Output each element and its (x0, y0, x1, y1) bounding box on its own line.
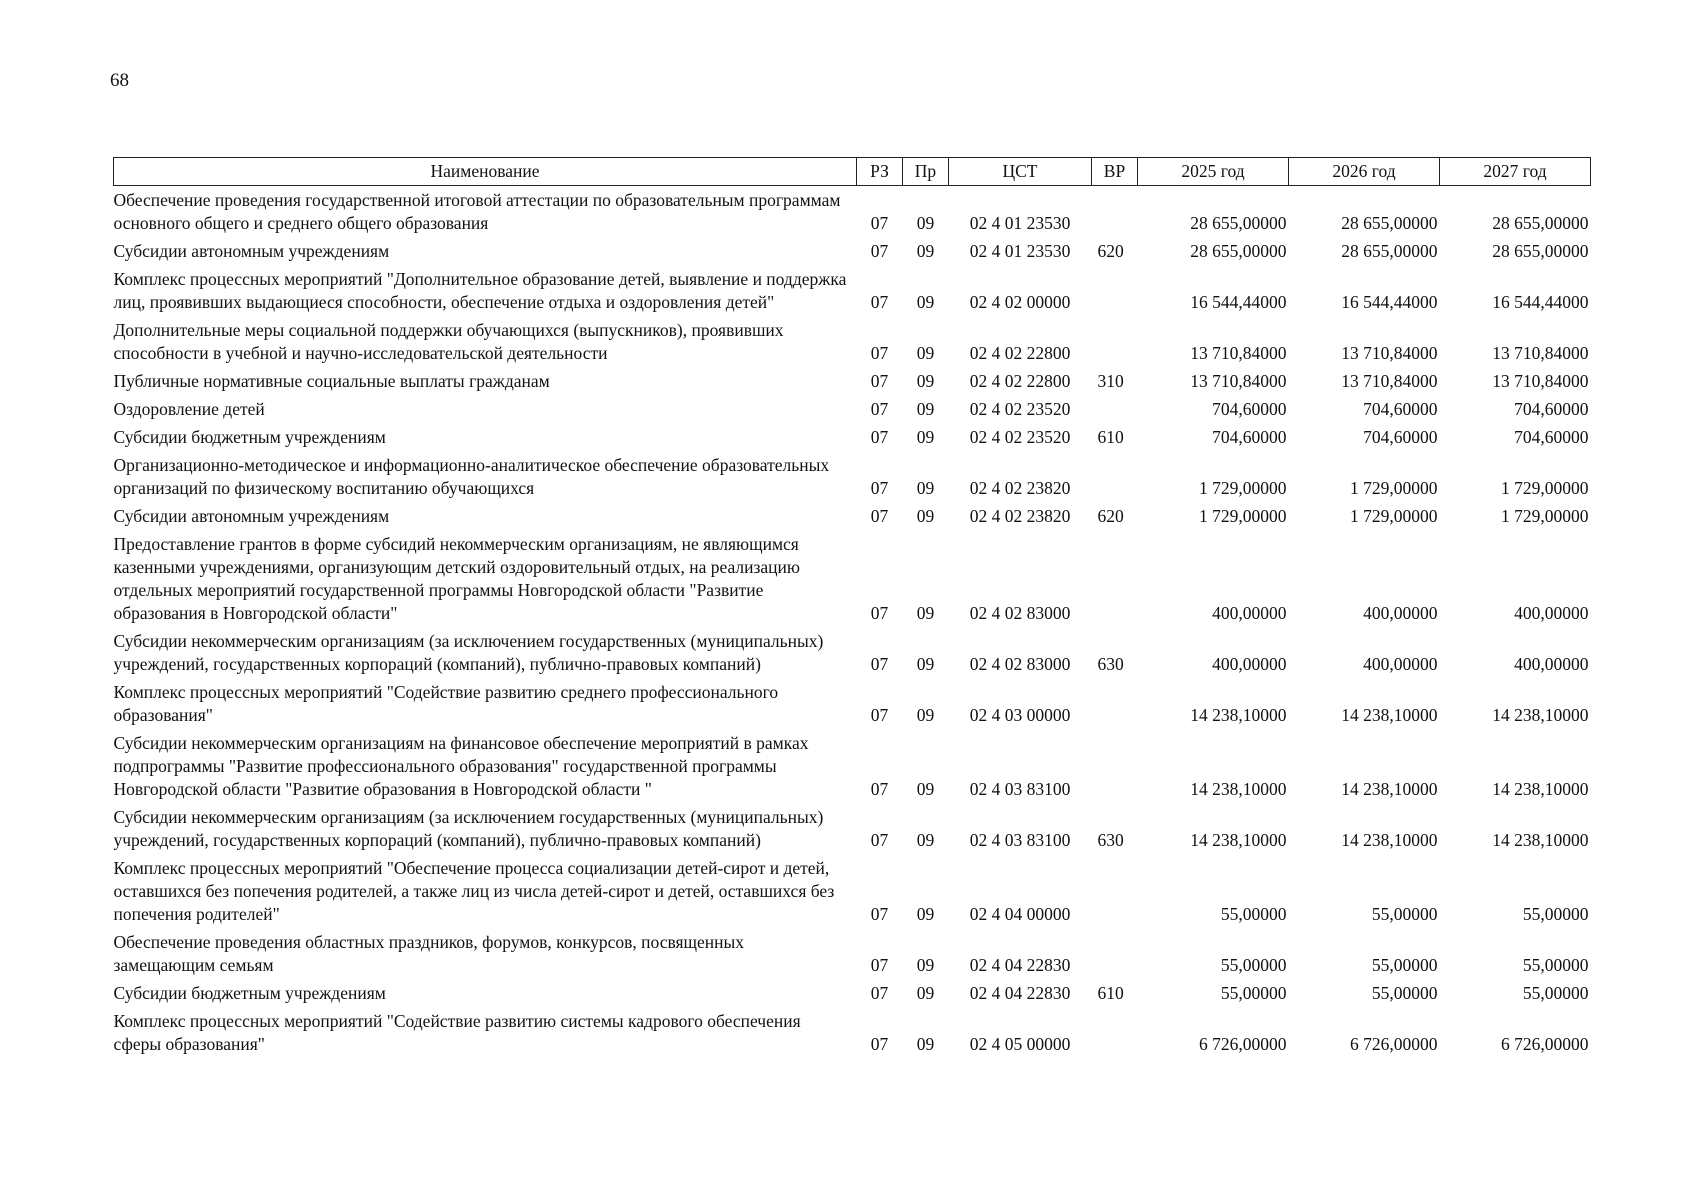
row-pr: 09 (916, 904, 935, 924)
row-amount-2026: 704,60000 (1363, 399, 1438, 419)
header-cst: ЦСТ (949, 158, 1092, 186)
row-amount-2025: 28 655,00000 (1190, 213, 1287, 233)
row-rz: 07 (870, 343, 889, 363)
row-name: Обеспечение проведения государственной итоговой аттестации по образовательным программам основного общего и среднего общего образования (113, 190, 841, 233)
row-cst: 02 4 04 22830 (969, 983, 1071, 1003)
table-row (114, 678, 1591, 729)
row-rz: 07 (870, 1034, 889, 1054)
row-rz: 07 (870, 983, 889, 1003)
row-amount-2027: 13 710,84000 (1492, 343, 1589, 363)
row-pr: 09 (916, 427, 935, 447)
row-name: Субсидии бюджетным учреждениям (113, 983, 386, 1003)
row-amount-2027: 55,00000 (1522, 904, 1589, 924)
row-pr: 09 (916, 292, 935, 312)
row-amount-2027: 28 655,00000 (1492, 213, 1589, 233)
row-pr: 09 (916, 654, 935, 674)
row-vr (1092, 1007, 1138, 1058)
row-cst: 02 4 02 23820 (969, 506, 1071, 526)
row-cst: 02 4 04 22830 (969, 955, 1071, 975)
row-pr: 09 (916, 478, 935, 498)
row-amount-2025: 55,00000 (1220, 904, 1287, 924)
row-cst: 02 4 04 00000 (969, 904, 1071, 924)
row-amount-2025: 1 729,00000 (1199, 506, 1287, 526)
row-pr: 09 (916, 955, 935, 975)
row-amount-2027: 14 238,10000 (1492, 779, 1589, 799)
row-vr: 620 (1097, 241, 1124, 261)
table-row (114, 316, 1591, 367)
row-pr: 09 (916, 830, 935, 850)
row-amount-2025: 13 710,84000 (1190, 343, 1287, 363)
row-amount-2025: 14 238,10000 (1190, 779, 1287, 799)
row-amount-2026: 13 710,84000 (1341, 371, 1438, 391)
row-amount-2026: 28 655,00000 (1341, 241, 1438, 261)
row-amount-2026: 1 729,00000 (1350, 506, 1438, 526)
row-amount-2026: 14 238,10000 (1341, 779, 1438, 799)
row-name: Комплекс процессных мероприятий "Дополнительное образование детей, выявление и поддержка лиц, проявивших выдающиеся способности, обеспечение отдыха и оздоровления детей" (113, 269, 847, 312)
row-amount-2026: 16 544,44000 (1341, 292, 1438, 312)
row-cst: 02 4 02 23520 (969, 427, 1071, 447)
table-row (114, 627, 1591, 678)
row-amount-2025: 13 710,84000 (1190, 371, 1287, 391)
row-amount-2027: 1 729,00000 (1501, 506, 1589, 526)
row-amount-2027: 704,60000 (1514, 399, 1589, 419)
table-header-row (114, 158, 1591, 186)
header-2026: 2026 год (1289, 158, 1440, 186)
row-name: Субсидии автономным учреждениям (113, 241, 390, 261)
row-amount-2025: 55,00000 (1220, 955, 1287, 975)
row-amount-2025: 55,00000 (1220, 983, 1287, 1003)
row-amount-2027: 13 710,84000 (1492, 371, 1589, 391)
page-number: 68 (110, 70, 129, 91)
table-row (114, 395, 1591, 423)
row-amount-2026: 1 729,00000 (1350, 478, 1438, 498)
row-amount-2026: 55,00000 (1371, 904, 1438, 924)
row-vr: 630 (1097, 654, 1124, 674)
table-row (114, 854, 1591, 928)
row-cst: 02 4 05 00000 (969, 1034, 1071, 1054)
row-amount-2026: 55,00000 (1371, 983, 1438, 1003)
row-name: Субсидии бюджетным учреждениям (113, 427, 386, 447)
row-rz: 07 (870, 241, 889, 261)
row-pr: 09 (916, 779, 935, 799)
row-vr (1092, 186, 1138, 238)
budget-table (113, 157, 1591, 1058)
row-amount-2025: 400,00000 (1212, 654, 1287, 674)
row-rz: 07 (870, 427, 889, 447)
header-2027: 2027 год (1440, 158, 1591, 186)
row-amount-2025: 6 726,00000 (1199, 1034, 1287, 1054)
row-rz: 07 (870, 955, 889, 975)
table-row (114, 502, 1591, 530)
row-amount-2026: 55,00000 (1371, 955, 1438, 975)
row-cst: 02 4 02 83000 (969, 654, 1071, 674)
header-2025: 2025 год (1138, 158, 1289, 186)
row-amount-2026: 400,00000 (1363, 603, 1438, 623)
row-pr: 09 (916, 371, 935, 391)
row-cst: 02 4 02 23820 (969, 478, 1071, 498)
row-pr: 09 (916, 399, 935, 419)
row-vr: 310 (1097, 371, 1124, 391)
row-amount-2027: 55,00000 (1522, 983, 1589, 1003)
row-cst: 02 4 02 22800 (969, 343, 1071, 363)
row-vr (1092, 928, 1138, 979)
row-amount-2027: 400,00000 (1514, 603, 1589, 623)
table-row (114, 265, 1591, 316)
row-amount-2027: 14 238,10000 (1492, 705, 1589, 725)
row-pr: 09 (916, 1034, 935, 1054)
table-row (114, 803, 1591, 854)
row-rz: 07 (870, 705, 889, 725)
row-amount-2026: 14 238,10000 (1341, 705, 1438, 725)
row-amount-2025: 14 238,10000 (1190, 830, 1287, 850)
row-amount-2025: 1 729,00000 (1199, 478, 1287, 498)
table-row (114, 530, 1591, 627)
row-name: Дополнительные меры социальной поддержки обучающихся (выпускников), проявивших способности в учебной и научно-исследовательской деятельности (113, 320, 784, 363)
row-rz: 07 (870, 506, 889, 526)
row-pr: 09 (916, 213, 935, 233)
row-rz: 07 (870, 478, 889, 498)
row-cst: 02 4 02 83000 (969, 603, 1071, 623)
row-pr: 09 (916, 241, 935, 261)
row-pr: 09 (916, 506, 935, 526)
table-row (114, 451, 1591, 502)
row-amount-2025: 400,00000 (1212, 603, 1287, 623)
table-body (114, 186, 1591, 1059)
row-pr: 09 (916, 603, 935, 623)
header-vr: ВР (1092, 158, 1138, 186)
row-name: Субсидии автономным учреждениям (113, 506, 390, 526)
row-amount-2027: 1 729,00000 (1501, 478, 1589, 498)
row-amount-2026: 13 710,84000 (1341, 343, 1438, 363)
row-rz: 07 (870, 654, 889, 674)
row-cst: 02 4 02 22800 (969, 371, 1071, 391)
row-vr: 630 (1097, 830, 1124, 850)
row-name: Субсидии некоммерческим организациям (за исключением государственных (муниципальных) учреждений, государственных корпораций (компаний), публично-правовых компаний) (113, 807, 824, 850)
row-vr (1092, 451, 1138, 502)
row-vr (1092, 316, 1138, 367)
header-pr: Пр (903, 158, 949, 186)
row-pr: 09 (916, 343, 935, 363)
row-amount-2026: 14 238,10000 (1341, 830, 1438, 850)
row-rz: 07 (870, 399, 889, 419)
row-amount-2027: 28 655,00000 (1492, 241, 1589, 261)
row-amount-2026: 704,60000 (1363, 427, 1438, 447)
row-name: Публичные нормативные социальные выплаты гражданам (113, 371, 550, 391)
table-row (114, 423, 1591, 451)
row-amount-2025: 16 544,44000 (1190, 292, 1287, 312)
row-amount-2027: 16 544,44000 (1492, 292, 1589, 312)
row-name: Субсидии некоммерческим организациям на финансовое обеспечение мероприятий в рамках подпрограммы "Развитие профессионального образования" государственной программы Новгородской области "Развитие образования в Новгородской области " (113, 733, 809, 799)
row-pr: 09 (916, 705, 935, 725)
row-amount-2025: 704,60000 (1212, 427, 1287, 447)
row-vr (1092, 678, 1138, 729)
table-row (114, 186, 1591, 238)
row-cst: 02 4 03 83100 (969, 779, 1071, 799)
header-rz: РЗ (857, 158, 903, 186)
row-rz: 07 (870, 779, 889, 799)
table-row (114, 237, 1591, 265)
row-amount-2025: 14 238,10000 (1190, 705, 1287, 725)
row-vr (1092, 854, 1138, 928)
row-name: Предоставление грантов в форме субсидий некоммерческим организациям, не являющимся казенными учреждениями, организующим детский оздоровительный отдых, на реализацию отдельных мероприятий государственной программы Новгородской области "Развитие образования в Новгородской области" (113, 534, 800, 623)
row-amount-2027: 400,00000 (1514, 654, 1589, 674)
header-name: Наименование (114, 158, 857, 186)
row-rz: 07 (870, 371, 889, 391)
row-name: Субсидии некоммерческим организациям (за исключением государственных (муниципальных) учреждений, государственных корпораций (компаний), публично-правовых компаний) (113, 631, 824, 674)
row-amount-2027: 6 726,00000 (1501, 1034, 1589, 1054)
row-amount-2027: 55,00000 (1522, 955, 1589, 975)
table-row (114, 367, 1591, 395)
row-name: Комплекс процессных мероприятий "Содействие развитию системы кадрового обеспечения сферы образования" (113, 1011, 801, 1054)
table-row (114, 979, 1591, 1007)
table-row (114, 928, 1591, 979)
row-cst: 02 4 02 23520 (969, 399, 1071, 419)
row-amount-2027: 14 238,10000 (1492, 830, 1589, 850)
row-name: Обеспечение проведения областных праздников, форумов, конкурсов, посвященных замещающим семьям (113, 932, 745, 975)
row-name: Комплекс процессных мероприятий "Обеспечение процесса социализации детей-сирот и детей, оставшихся без попечения родителей, а также лиц из числа детей-сирот и детей, оставшихся без попечения родителей" (113, 858, 835, 924)
row-amount-2026: 28 655,00000 (1341, 213, 1438, 233)
row-pr: 09 (916, 983, 935, 1003)
row-name: Комплекс процессных мероприятий "Содействие развитию среднего профессионального образования" (113, 682, 779, 725)
row-amount-2026: 400,00000 (1363, 654, 1438, 674)
row-amount-2025: 704,60000 (1212, 399, 1287, 419)
row-vr (1092, 530, 1138, 627)
row-name: Организационно-методическое и информационно-аналитическое обеспечение образовательных организаций по физическому воспитанию обучающихся (113, 455, 830, 498)
table-row (114, 729, 1591, 803)
row-rz: 07 (870, 904, 889, 924)
row-cst: 02 4 02 00000 (969, 292, 1071, 312)
row-vr (1092, 729, 1138, 803)
row-vr (1092, 265, 1138, 316)
row-vr: 620 (1097, 506, 1124, 526)
row-amount-2027: 704,60000 (1514, 427, 1589, 447)
row-amount-2025: 28 655,00000 (1190, 241, 1287, 261)
row-vr: 610 (1097, 427, 1124, 447)
row-vr (1092, 395, 1138, 423)
row-cst: 02 4 01 23530 (969, 213, 1071, 233)
row-rz: 07 (870, 292, 889, 312)
row-rz: 07 (870, 603, 889, 623)
table-row (114, 1007, 1591, 1058)
row-name: Оздоровление детей (113, 399, 265, 419)
row-cst: 02 4 03 83100 (969, 830, 1071, 850)
row-rz: 07 (870, 830, 889, 850)
row-vr: 610 (1097, 983, 1124, 1003)
row-rz: 07 (870, 213, 889, 233)
row-cst: 02 4 03 00000 (969, 705, 1071, 725)
row-cst: 02 4 01 23530 (969, 241, 1071, 261)
row-amount-2026: 6 726,00000 (1350, 1034, 1438, 1054)
